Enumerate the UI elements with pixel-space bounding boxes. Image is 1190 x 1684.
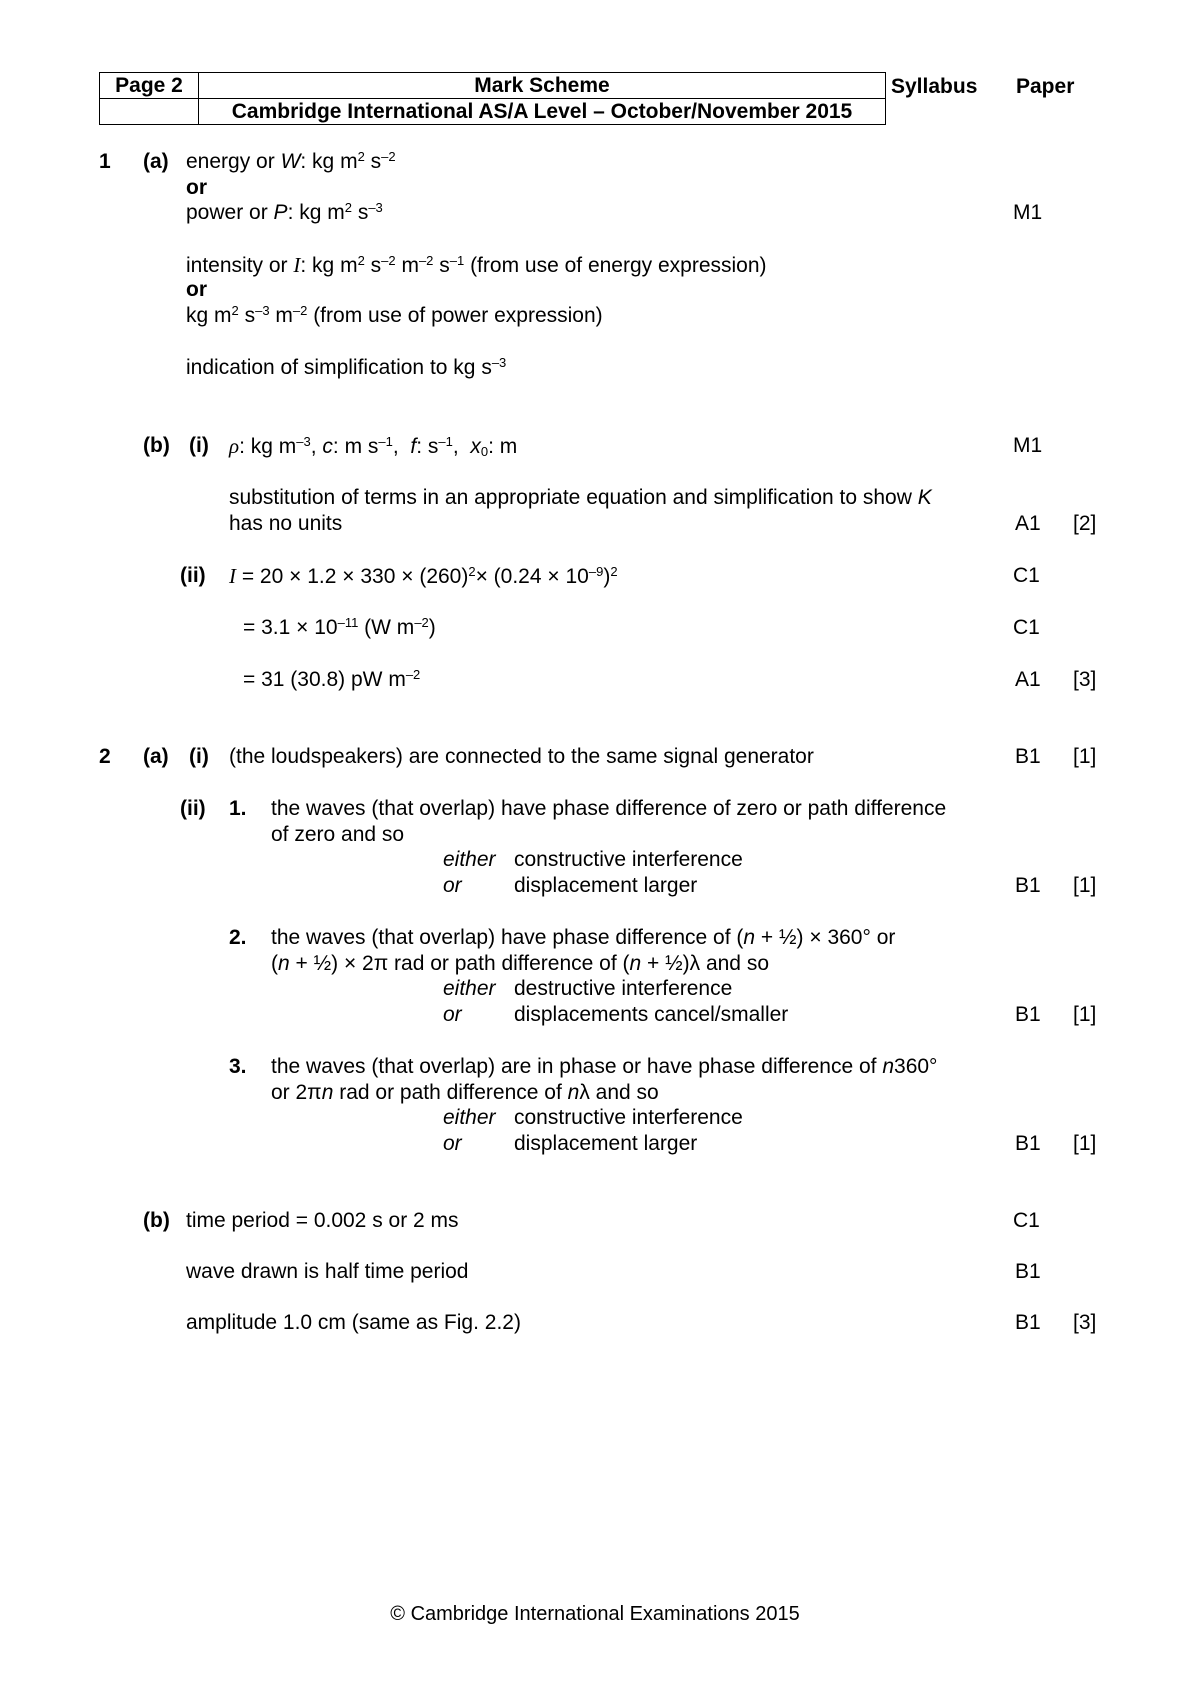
point-3-line-2: or 2πn rad or path difference of nλ and so [271,1081,659,1104]
part-label-1a: (a) [143,150,169,173]
part-label-2a: (a) [143,745,169,768]
point-1-line-2: of zero and so [271,823,405,846]
or-text: displacement larger [514,874,698,897]
syllabus-label: Syllabus [891,75,978,98]
total-marks: [3] [1073,668,1097,691]
power-line: power or P: kg $m^2$ $s^{-3}$ [186,200,383,224]
answer-line-1: time period = 0.002 s or 2 ms [186,1209,459,1232]
empty-cell [100,99,199,125]
or-label: or [443,874,462,897]
subpart-label-1bii: (ii) [180,564,206,587]
subpart-label-2ai: (i) [189,745,209,768]
power-expression-line: kg $m^2$ $s^{-3}$ $m^{-2}$ (from use of power expression) [186,303,603,327]
mark-b1: B1 [1015,1003,1041,1026]
mark-b1: B1 [1015,1260,1041,1283]
or-connector: or [186,278,207,301]
mark-m1: M1 [1013,201,1043,224]
point-number-1: 1. [229,797,247,820]
equation-line-2: = $3.1 \times 10^{-11}$ (W $m^{-2}$) [243,615,436,639]
point-2-line-1: the waves (that overlap) have phase difference of (n + ½) × 360° or [271,926,896,949]
point-number-2: 2. [229,926,247,949]
or-label: or [443,1132,462,1155]
footer-copyright: © Cambridge International Examinations 2015 [390,1603,800,1625]
or-label: or [443,1003,462,1026]
equation-line-3: = 31 (30.8) pW $m^{-2}$ [243,667,421,691]
question-number-1: 1 [99,150,111,173]
total-marks: [2] [1073,512,1097,535]
answer-line-2: wave drawn is half time period [186,1260,469,1283]
substitution-line-1: substitution of terms in an appropriate equation and simplification to show K [229,486,932,509]
simplification-line: indication of simplification to kg $s^{-3}$ [186,355,507,379]
either-label: either [443,977,496,1000]
total-marks: [1] [1073,1132,1097,1155]
units-line: ρ: kg $m^{-3}$, c: m $s^{-1}$, f: $s^{-1}$, $x_0$: m [229,434,518,459]
part-label-2b: (b) [143,1209,170,1232]
mark-b1: B1 [1015,1311,1041,1334]
either-text: constructive interference [514,1106,743,1129]
mark-a1: A1 [1015,668,1041,691]
total-marks: [1] [1073,745,1097,768]
subpart-label-2aii: (ii) [180,797,206,820]
subpart-label-1bi: (i) [189,434,209,457]
total-marks: [1] [1073,1003,1097,1026]
question-number-2: 2 [99,745,111,768]
or-text: displacements cancel/smaller [514,1003,789,1026]
point-2-line-2: (n + ½) × 2π rad or path difference of (n + ½)λ and so [271,952,769,975]
answer-line-3: amplitude 1.0 cm (same as Fig. 2.2) [186,1311,521,1334]
either-text: constructive interference [514,848,743,871]
mark-b1: B1 [1015,1132,1041,1155]
mark-a1: A1 [1015,512,1041,535]
page-title: Mark Scheme [199,73,886,99]
point-number-3: 3. [229,1055,247,1078]
page-number: Page 2 [100,73,199,99]
mark-b1: B1 [1015,874,1041,897]
mark-b1: B1 [1015,745,1041,768]
mark-m1: M1 [1013,434,1043,457]
substitution-line-2: has no units [229,512,343,535]
either-label: either [443,1106,496,1129]
paper-label: Paper [1016,75,1075,98]
mark-c1: C1 [1013,1209,1040,1232]
intensity-line: intensity or I: kg $m^2$ $s^{-2}$ $m^{-2}$ $s^{-1}$ (from use of energy expression) [186,253,767,277]
or-text: displacement larger [514,1132,698,1155]
part-label-1b: (b) [143,434,170,457]
answer-text: (the loudspeakers) are connected to the same signal generator [229,745,814,768]
or-connector: or [186,176,207,199]
mark-c1: C1 [1013,564,1040,587]
total-marks: [3] [1073,1311,1097,1334]
either-text: destructive interference [514,977,733,1000]
either-label: either [443,848,496,871]
energy-line: energy or W: kg $m^2$ $s^{-2}$ [186,149,396,173]
mark-c1: C1 [1013,616,1040,639]
page-subtitle: Cambridge International AS/A Level – October/November 2015 [199,99,886,125]
equation-line-1: $I = 20 \times 1.2 \times 330 \times (260)^2\times (0.24 \times 10^{-9})^2$ [229,564,618,588]
point-3-line-1: the waves (that overlap) are in phase or have phase difference of n360° [271,1055,938,1078]
total-marks: [1] [1073,874,1097,897]
header-table [99,72,886,125]
point-1-line-1: the waves (that overlap) have phase difference of zero or path difference [271,797,947,820]
